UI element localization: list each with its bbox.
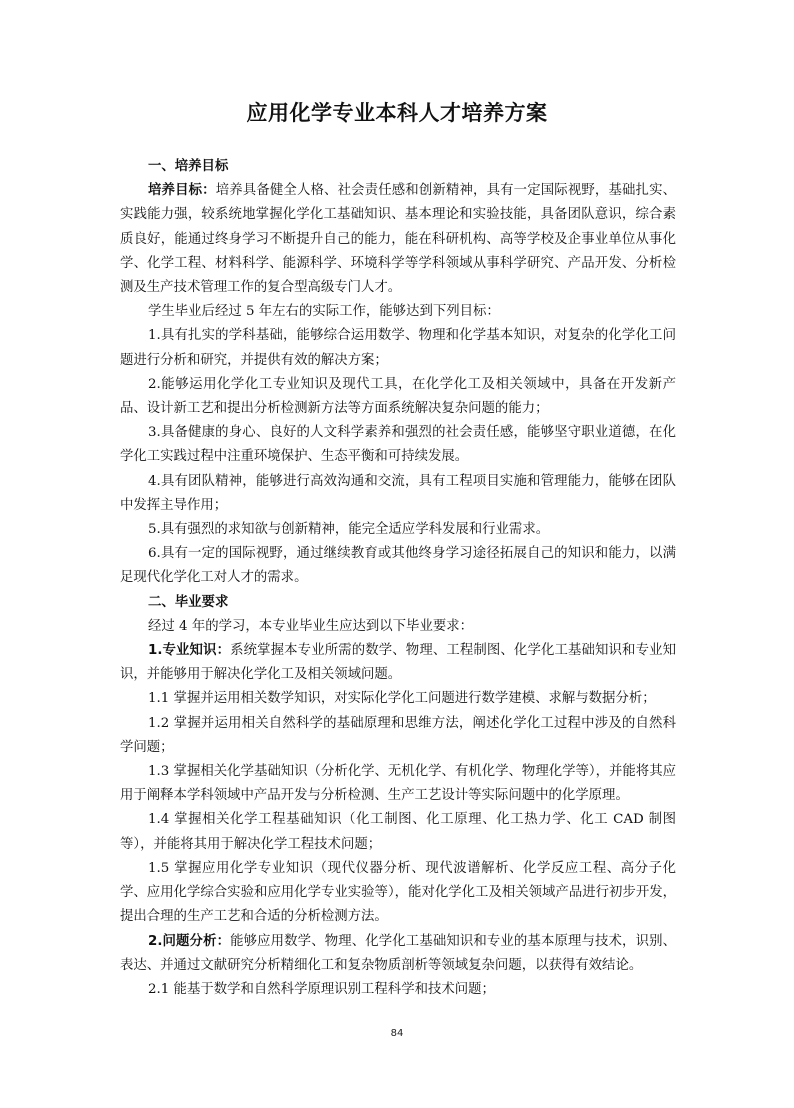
goal-item: 2.能够运用化学化工专业知识及现代工具，在化学化工及相关领域中，具备在开发新产品、设计新工艺和提出分析检测新方法等方面系统解决复杂问题的能力； [120,376,676,417]
requirement-1-label: 1.专业知识： [148,643,231,659]
goal-item: 3.具备健康的身心、良好的人文科学素养和强烈的社会责任感，能够坚守职业道德，在化学化工实践过程中注重环境保护、生态平衡和可持续发展。 [120,425,676,465]
section-heading-graduation-requirements: 二、毕业要求 [148,594,229,610]
requirement-sub-item: 1.4 掌握相关化学工程基础知识（化工制图、化工原理、化工热力学、化工 CAD 制图等），并能将其用于解决化学工程技术问题； [120,812,676,852]
requirement-1-text: 系统掌握本专业所需的数学、物理、工程制图、化学化工基础知识和专业知识，并能够用于解决化学化工及相关领域问题。 [120,643,676,683]
goals-intro: 学生毕业后经过 5 年左右的实际工作，能够达到下列目标： [148,304,500,320]
requirement-sub-item: 1.1 掌握并运用相关数学知识，对实际化学化工问题进行数学建模、求解与数据分析； [148,691,656,707]
requirement-sub-item: 1.5 掌握应用化学专业知识（现代仪器分析、现代波谱解析、化学反应工程、高分子化学、应用化学综合实验和应用化学专业实验等），能对化学化工及相关领域产品进行初步开发，提出合理的生产工艺和合适的分析检测方法。 [120,860,676,925]
requirement-sub-item: 2.1 能基于数学和自然科学原理识别工程科学和技术问题； [148,981,495,997]
goal-item: 1.具有扎实的学科基础，能够综合运用数学、物理和化学基本知识，对复杂的化学化工问题进行分析和研究，并提供有效的解决方案； [120,328,676,368]
document-body [120,155,676,1002]
goal-paragraph [120,179,676,300]
section-heading-training-goals: 一、培养目标 [148,159,229,174]
page-number: 84 [390,1028,404,1039]
goal-item: 5.具有强烈的求知欲与创新精神，能完全适应学科发展和行业需求。 [148,522,550,538]
requirement-2-text: 能够应用数学、物理、化学化工基础知识和专业的基本原理与技术，识别、表达、并通过文献研究分析精细化工和复杂物质剖析等领域复杂问题，以获得有效结论。 [120,933,676,973]
goal-item: 6.具有一定的国际视野，通过继续教育或其他终身学习途径拓展自己的知识和能力，以满足现代化学化工对人才的需求。 [120,546,676,586]
requirement-sub-item: 1.2 掌握并运用相关自然科学的基础原理和思维方法，阐述化学化工过程中涉及的自然科学问题； [120,715,676,755]
page-title: 应用化学专业本科人才培养方案 [246,101,548,125]
requirements-intro: 经过 4 年的学习，本专业毕业生应达到以下毕业要求： [148,618,474,634]
goal-text: 培养具备健全人格、社会责任感和创新精神，具有一定国际视野，基础扎实、实践能力强，较系统地掌握化学化工基础知识、基本理论和实验技能，具备团队意识，综合素质良好，能通过终身学习不断提升自己的能力，能在科研机构、高等学校及企事业单位从事化学、化学工程、材料科学、能源科学、环境科学等学科领域从事科学研究、产品开发、分析检测及生产技术管理工作的复合型高级专门人才。 [120,183,677,296]
requirement-2-label: 2.问题分析： [148,933,231,949]
requirement-2 [120,930,676,978]
goal-item: 4.具有团队精神，能够进行高效沟通和交流，具有工程项目实施和管理能力，能够在团队中发挥主导作用； [120,473,676,513]
requirement-1 [120,639,676,687]
requirement-sub-item: 1.3 掌握相关化学基础知识（分析化学、无机化学、有机化学、物理化学等），并能将其应用于阐释本学科领域中产品开发与分析检测、生产工艺设计等实际问题中的化学原理。 [120,764,676,804]
goal-label: 培养目标： [148,183,216,199]
